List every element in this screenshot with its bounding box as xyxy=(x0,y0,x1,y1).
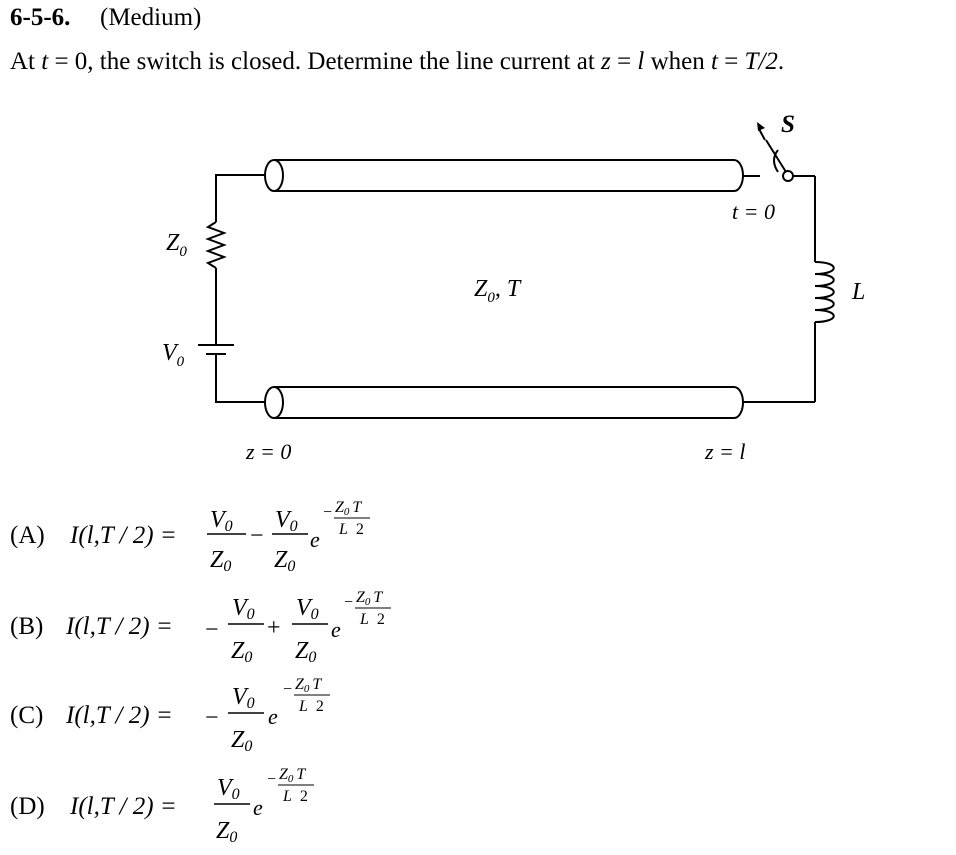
svg-text:−: − xyxy=(323,504,333,521)
svg-text:Z0T: Z0 T xyxy=(295,676,322,695)
switch-time-label: t = 0 xyxy=(732,199,775,224)
difficulty-label: (Medium) xyxy=(100,4,202,31)
svg-text:V0: V0 xyxy=(232,595,255,623)
option-b-lhs: I(l,T / 2) = xyxy=(66,613,173,640)
svg-text:+: + xyxy=(267,615,281,641)
line-parameters-label: $Z_0$, T xyxy=(474,276,521,306)
switch-label: S xyxy=(781,111,795,138)
problem-id: 6-5-6. xyxy=(10,4,71,31)
svg-text:L2: L 2 xyxy=(339,521,364,538)
option-a-letter[interactable]: (A) xyxy=(10,522,45,549)
inductor-coil xyxy=(815,262,834,322)
svg-text:V0: V0 xyxy=(210,507,233,535)
top-conductor xyxy=(265,160,743,191)
load-wiring xyxy=(743,122,834,402)
svg-text:e: e xyxy=(331,617,341,642)
z-zero-label: z = 0 xyxy=(246,439,292,464)
option-c-lhs: I(l,T / 2) = xyxy=(66,702,173,729)
svg-text:e: e xyxy=(253,795,263,820)
z-l-label: z = l xyxy=(705,439,746,464)
svg-text:V0: V0 xyxy=(217,775,240,803)
resistor xyxy=(208,222,224,268)
svg-text:−: − xyxy=(250,523,264,549)
svg-text:Z0: Z0 xyxy=(210,547,232,575)
svg-text:L2: L 2 xyxy=(360,611,385,628)
switch-pivot xyxy=(783,171,793,181)
source-voltage-label: $V_0$ xyxy=(162,340,185,370)
svg-text:Z0T: Z0 T xyxy=(335,499,362,518)
source-impedance-label: $Z_0$ xyxy=(166,230,187,260)
option-c-formula xyxy=(205,676,330,755)
option-c-letter[interactable]: (C) xyxy=(10,702,44,729)
problem-statement: At t = 0, the switch is closed. Determine the line current at z = l when t = T/2. xyxy=(10,48,785,75)
svg-text:L2: L 2 xyxy=(299,698,324,715)
svg-text:Z0: Z0 xyxy=(231,638,253,666)
svg-text:−: − xyxy=(205,705,219,731)
svg-text:Z0T: Z0 T xyxy=(279,766,306,785)
inductor-label: L xyxy=(852,279,866,305)
svg-text:Z0T: Z0 T xyxy=(356,589,383,608)
svg-text:Z0: Z0 xyxy=(274,547,296,575)
svg-text:−: − xyxy=(283,681,293,698)
svg-text:V0: V0 xyxy=(275,507,298,535)
svg-text:V0: V0 xyxy=(232,684,255,712)
svg-text:Z0: Z0 xyxy=(295,638,317,666)
source-wiring xyxy=(198,175,265,402)
option-d-lhs: I(l,T / 2) = xyxy=(70,793,177,820)
svg-text:e: e xyxy=(310,527,320,552)
option-a-formula xyxy=(207,499,370,575)
svg-text:e: e xyxy=(268,704,278,729)
svg-text:−: − xyxy=(267,771,277,788)
option-d-formula xyxy=(214,766,314,846)
bottom-conductor xyxy=(265,387,743,418)
option-d-letter[interactable]: (D) xyxy=(10,793,45,820)
svg-text:L2: L 2 xyxy=(283,788,308,805)
svg-text:V0: V0 xyxy=(296,595,319,623)
option-b-letter[interactable]: (B) xyxy=(10,613,44,640)
option-b-formula xyxy=(205,589,391,666)
svg-text:Z0: Z0 xyxy=(231,727,253,755)
svg-text:−: − xyxy=(344,594,354,611)
option-a-lhs: I(l,T / 2) = xyxy=(70,522,177,549)
svg-text:Z0: Z0 xyxy=(216,818,238,846)
svg-text:−: − xyxy=(205,617,219,643)
